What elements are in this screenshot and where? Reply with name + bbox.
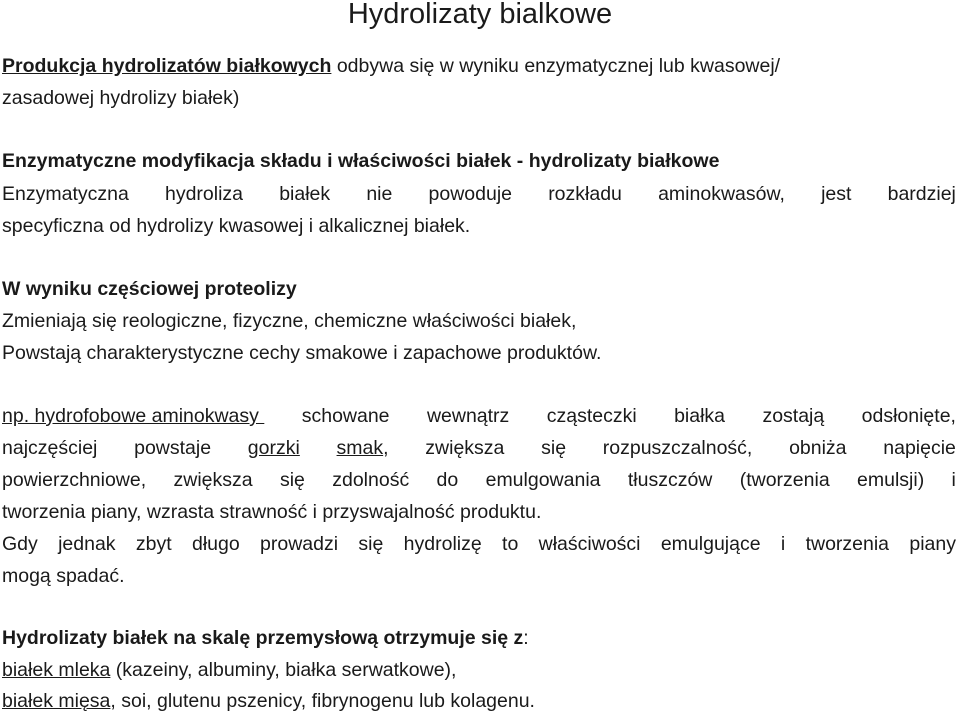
word: obniża xyxy=(789,437,847,459)
intro-line-1 xyxy=(2,52,956,80)
milk-proteins-phrase: białek mleka xyxy=(2,659,111,681)
word: tworzenia xyxy=(805,533,890,555)
word: bardziej xyxy=(887,183,956,205)
intro-line-2: zasadowej hydrolizy białek) xyxy=(2,87,240,109)
word: do xyxy=(436,469,459,491)
word: napięcie xyxy=(883,437,956,459)
word: aminokwasów, xyxy=(658,183,785,205)
word: to xyxy=(502,533,519,555)
word: zdolność xyxy=(332,469,410,491)
section2-line-2: Powstają charakterystyczne cechy smakowe i zapachowe produktów. xyxy=(2,342,602,364)
word: się xyxy=(279,469,305,491)
meat-proteins-phrase: białek mięsa xyxy=(2,690,111,712)
section3-line-5 xyxy=(2,530,956,558)
word: właściwości xyxy=(538,533,641,555)
section3-line-3 xyxy=(2,466,956,494)
bitter-word: gorzki xyxy=(247,437,300,459)
word: zwiększa xyxy=(425,437,505,459)
word: rozkładu xyxy=(548,183,622,205)
word: nie xyxy=(366,183,393,205)
milk-proteins-rest: (kazeiny, albuminy, białka serwatkowe), xyxy=(110,659,457,681)
word: odsłonięte, xyxy=(861,405,956,427)
word: cząsteczki xyxy=(546,405,637,427)
section3-line-6: mogą spadać. xyxy=(2,565,125,587)
section4-heading-colon: : xyxy=(523,627,529,649)
section2-heading: W wyniku częściowej proteolizy xyxy=(2,278,297,300)
word: rozpuszczalność, xyxy=(602,437,753,459)
word: białek xyxy=(279,183,331,205)
word: powierzchniowe, xyxy=(2,469,147,491)
word: hydroliza xyxy=(164,183,244,205)
section2-line-1: Zmieniają się reologiczne, fizyczne, chemiczne właściwości białek, xyxy=(2,310,577,332)
taste-word: smak xyxy=(336,437,384,459)
section3-line-1 xyxy=(2,402,956,430)
word: się xyxy=(541,437,567,459)
word: jednak xyxy=(58,533,116,555)
word: białka xyxy=(674,405,726,427)
section3-line-4: tworzenia piany, wzrasta strawność i przyswajalność produktu. xyxy=(2,501,542,523)
word: emulgowania xyxy=(485,469,601,491)
word: tłuszczów xyxy=(627,469,713,491)
word: jest xyxy=(821,183,852,205)
word: prowadzi xyxy=(260,533,339,555)
word: i xyxy=(951,469,956,491)
intro-heading: Produkcja hydrolizatów białkowych xyxy=(2,55,332,77)
word: Gdy xyxy=(2,533,38,555)
intro-text: odbywa się w wyniku enzymatycznej lub kwasowej/ xyxy=(331,55,781,77)
word: wewnątrz xyxy=(426,405,510,427)
word: zbyt xyxy=(135,533,172,555)
hydrophobic-aminoacids-phrase: np. hydrofobowe aminokwasy xyxy=(2,405,265,427)
comma: , xyxy=(383,437,389,459)
section1-line-2: specyficzna od hydrolizy kwasowej i alkalicznej białek. xyxy=(2,215,471,237)
slide-title: Hydrolizaty bialkowe xyxy=(347,0,613,30)
section1-line-1 xyxy=(2,180,956,208)
meat-proteins-rest: , soi, glutenu pszenicy, fibrynogenu lub kolagenu. xyxy=(110,690,535,712)
word: się xyxy=(358,533,384,555)
taste-word-group xyxy=(337,434,389,462)
word: emulsji) xyxy=(857,469,925,491)
section3-line-2 xyxy=(2,434,956,462)
word: emulgujące xyxy=(660,533,761,555)
word: zostają xyxy=(762,405,825,427)
word: zwiększa xyxy=(173,469,253,491)
section4-heading xyxy=(2,624,956,652)
word: hydrolizę xyxy=(403,533,482,555)
word: najczęściej xyxy=(2,437,98,459)
word: Enzymatyczna xyxy=(2,183,129,205)
word: długo xyxy=(191,533,240,555)
word: i xyxy=(780,533,786,555)
section1-heading: Enzymatyczne modyfikacja składu i właściwości białek - hydrolizaty białkowe xyxy=(2,150,720,172)
word: (tworzenia xyxy=(739,469,830,491)
word: powstaje xyxy=(134,437,212,459)
word: powoduje xyxy=(428,183,513,205)
word: schowane xyxy=(301,405,390,427)
section4-heading-text: Hydrolizaty białek na skalę przemysłową otrzymuje się z xyxy=(2,627,524,649)
word: piany xyxy=(909,533,956,555)
section4-line-1 xyxy=(2,656,956,684)
